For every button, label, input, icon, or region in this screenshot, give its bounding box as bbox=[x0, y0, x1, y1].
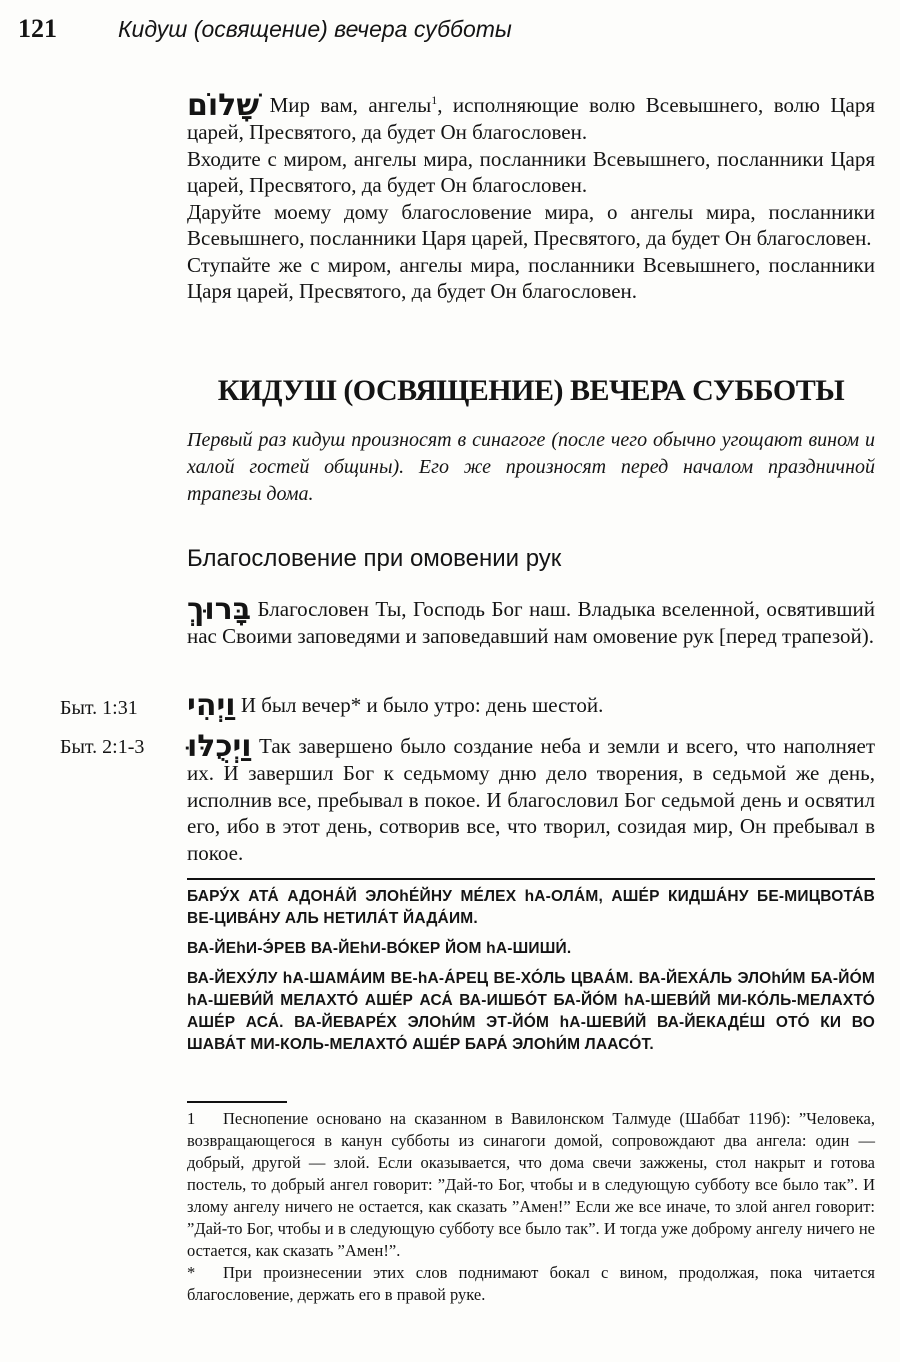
hebrew-vayechulu: וַיְכֻלּוּ bbox=[187, 729, 252, 764]
shalom-para-4: Ступайте же с миром, ангелы мира, посланники Всевышнего, посланники Царя царей, Пресвятого, да будет Он благословен. bbox=[187, 252, 875, 303]
shalom-block bbox=[187, 88, 875, 305]
footnote-ref-1[interactable]: 1 bbox=[431, 93, 438, 107]
translit-line-3: ВА-ЙЕХУ́ЛУ hА-ШАМА́ИМ ВЕ-hА-А́РЕЦ ВЕ-ХО́ЛЬ ЦВАА́М. ВА-ЙЕХА́ЛЬ ЭЛОhИ́М БА-ЙО́М hА-ШЕВИ́Й МЕЛАХТО́ АШЕ́Р АСА́ ВА-ИШБО́Т БА-ЙО́М hА-ШЕВИ́Й МИ-КО́ЛЬ-МЕЛАХТО́ АШЕ́Р АСА́. ВА-ЙЕВАРЕ́Х ЭЛОhИ́М ЭТ-ЙО́М hА-ШЕВИ́Й ВА-ЙЕКАДЕ́Ш ОТО́ КИ ВО ШАВА́Т МИ-КОЛЬ-МЕЛАХТО́ АШЕ́Р БАРА́ ЭЛОhИ́М ЛААСО́Т. bbox=[187, 970, 875, 1053]
translit-line-2: ВА-ЙЕhИ-Э́РЕВ ВА-ЙЕhИ-ВО́КЕР ЙОМ hА-ШИШИ́. bbox=[187, 940, 572, 957]
hebrew-baruch: בָּרוּךְ bbox=[187, 592, 251, 627]
page-header bbox=[18, 14, 880, 54]
shalom-para-2: Входите с миром, ангелы мира, посланники Всевышнего, посланники Царя царей, Пресвятого, да будет Он благословен. bbox=[187, 146, 875, 197]
baruch-text: Благословен Ты, Господь Бог наш. Владыка вселенной, освятивший нас Своими заповедями и заповедавший нам омовение рук [перед трапезой). bbox=[187, 597, 875, 648]
baruch-block bbox=[187, 592, 875, 650]
footnote-rule bbox=[187, 1101, 287, 1103]
ref-gen-1-31: Быт. 1:31 bbox=[60, 697, 138, 719]
vayehi-text: И был вечер* и было утро: день шестой. bbox=[240, 693, 604, 717]
subheading: Благословение при омовении рук bbox=[187, 545, 562, 572]
footnote-text: Песнопение основано на сказанном в Вавилонском Талмуде (Шаббат 119б): ”Человека, возвращающегося в канун субботы из синагоги домой, сопровождают два ангела: один — добрый, другой — злой. Если оказывается, что дома свечи зажжены, стол накрыт и готова постель, то добрый ангел говорит: ”Дай-то Бог, чтобы и в следующую субботу все было так”. И злому ангелу ничего не остается, как сказать ”Амен!” Если же все иначе, то злой ангел говорит: ”Дай-то Бог, чтобы и в следующую субботу все было так”. И тогда уже доброму ангелу ничего не остается, как сказать ”Амен!”. bbox=[187, 1109, 875, 1260]
ref-gen-2-1-3: Быт. 2:1-3 bbox=[60, 736, 145, 758]
divider-rule bbox=[187, 878, 875, 880]
intro-text bbox=[187, 427, 875, 508]
shalom-para-1 bbox=[187, 88, 875, 146]
vayehi-block bbox=[187, 688, 875, 723]
footnote-mark: 1 bbox=[187, 1109, 196, 1128]
section-title: КИДУШ (ОСВЯЩЕНИЕ) ВЕЧЕРА СУББОТЫ bbox=[217, 374, 845, 407]
footnotes bbox=[187, 1108, 875, 1306]
hebrew-shalom: שָׁלוֹם bbox=[187, 88, 260, 123]
vayechulu-text: Так завершено было создание неба и земли и всего, что наполняет их. И завершил Бог к седьмому дню дело творения, в седьмой же день, исполнив все, пребывал в покое. И благословил Бог седьмой день и освятил его, ибо в этот день, сотворив все, что творил, созидая мир, Он пребывал в покое. bbox=[187, 734, 875, 865]
shalom-text: Мир вам, ангелы bbox=[269, 93, 432, 117]
footnote-1 bbox=[187, 1108, 875, 1262]
transliteration-block bbox=[187, 886, 875, 1056]
footnote-text: При произнесении этих слов поднимают бокал с вином, продолжая, пока читается благословение, держать его в правой руке. bbox=[187, 1263, 875, 1304]
footnote-2 bbox=[187, 1262, 875, 1306]
vayechulu-block bbox=[187, 729, 875, 866]
page-number: 121 bbox=[18, 14, 57, 43]
running-title: Кидуш (освящение) вечера субботы bbox=[118, 16, 512, 42]
footnote-mark: * bbox=[187, 1263, 196, 1282]
shalom-text-cont: , исполняющие волю Всевышнего, волю Царя царей, Пресвятого, да будет Он благословен. bbox=[187, 93, 875, 144]
hebrew-vayehi: וַיְהִי bbox=[187, 688, 236, 723]
translit-line-1: БАРУ́Х АТА́ АДОНА́Й ЭЛОhЕ́ЙНУ МЕ́ЛЕХ hА-ОЛА́М, АШЕ́Р КИДША́НУ БЕ-МИЦВОТА́В ВЕ-ЦИВА́НУ АЛЬ НЕТИЛА́Т ЙАДА́ИМ. bbox=[187, 888, 875, 927]
intro-paragraph: Первый раз кидуш произносят в синагоге (после чего обычно угощают вином и халой гостей общины). Его же произносят перед началом праздничной трапезы дома. bbox=[187, 429, 875, 505]
shalom-para-3: Даруйте моему дому благословение мира, о ангелы мира, посланники Всевышнего, посланники Царя царей, Пресвятого, да будет Он благословен. bbox=[187, 199, 875, 250]
